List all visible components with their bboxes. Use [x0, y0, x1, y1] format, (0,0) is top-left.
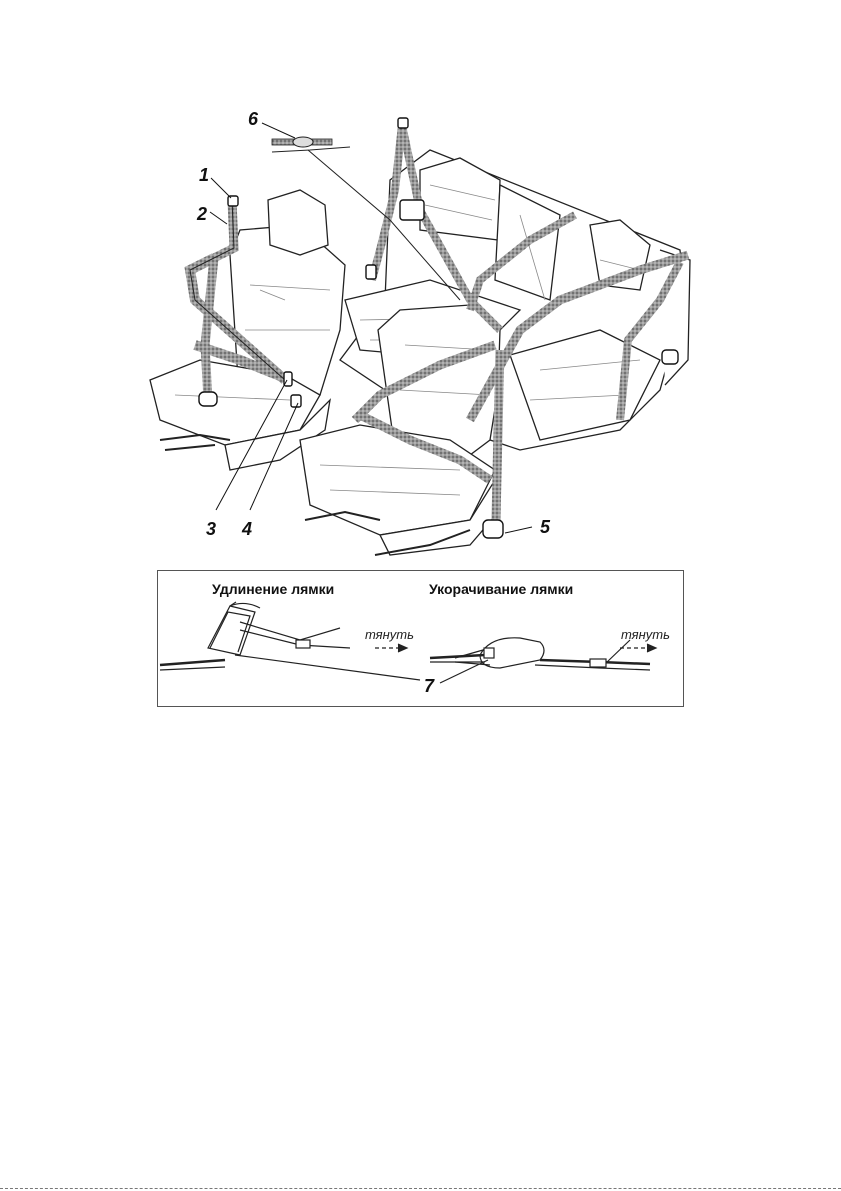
callout-1: 1 — [199, 165, 210, 185]
shorten-title: Укорачивание лямки — [429, 581, 574, 597]
callout-4: 4 — [242, 519, 253, 539]
lengthen-title: Удлинение лямки — [212, 581, 335, 597]
pull-label-right: тянуть — [621, 627, 670, 642]
callout-5: 5 — [540, 517, 551, 537]
callout-2: 2 — [197, 204, 208, 224]
belt-adjustment-inset — [157, 570, 684, 707]
callout-7: 7 — [424, 676, 435, 696]
callout-3: 3 — [206, 519, 217, 539]
page-bottom-border — [0, 1188, 841, 1189]
pull-label-left: тянуть — [365, 627, 414, 642]
callout-6: 6 — [248, 109, 259, 129]
